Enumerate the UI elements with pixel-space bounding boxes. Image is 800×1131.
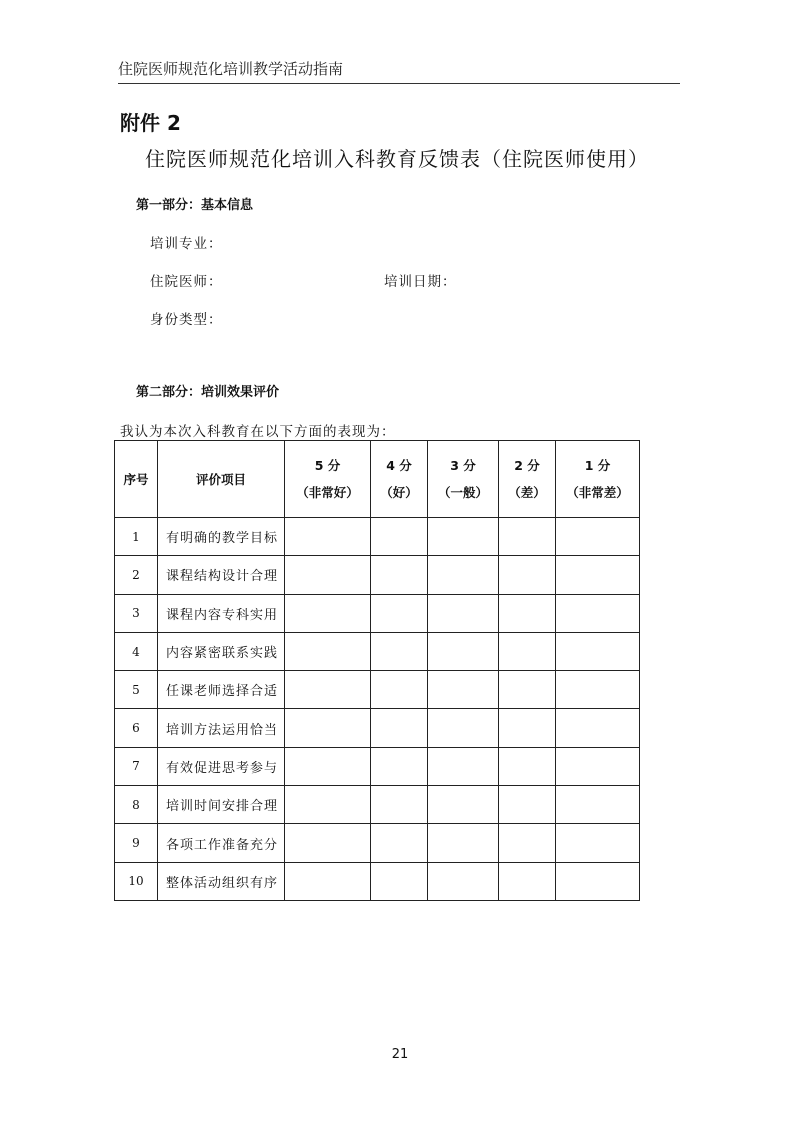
header-score-2 bbox=[499, 441, 556, 518]
score-cell-5[interactable] bbox=[285, 786, 371, 824]
score-cell-3[interactable] bbox=[428, 594, 499, 632]
row-index: 7 bbox=[115, 747, 158, 785]
resident-field-label: 住院医师： bbox=[150, 274, 223, 290]
score-cell-3[interactable] bbox=[428, 671, 499, 709]
score-cell-4[interactable] bbox=[371, 518, 428, 556]
row-item: 各项工作准备充分 bbox=[158, 824, 285, 862]
row-index: 9 bbox=[115, 824, 158, 862]
score-label: 2 分 bbox=[514, 458, 540, 473]
evaluation-intro: 我认为本次入科教育在以下方面的表现为： bbox=[120, 424, 396, 440]
score-cell-2[interactable] bbox=[499, 824, 556, 862]
row-item: 任课老师选择合适 bbox=[158, 671, 285, 709]
score-cell-5[interactable] bbox=[285, 709, 371, 747]
header-score-4 bbox=[371, 441, 428, 518]
score-cell-4[interactable] bbox=[371, 671, 428, 709]
score-cell-4[interactable] bbox=[371, 709, 428, 747]
score-cell-4[interactable] bbox=[371, 747, 428, 785]
score-desc: （一般） bbox=[437, 485, 488, 500]
row-item: 有效促进思考参与 bbox=[158, 747, 285, 785]
score-cell-4[interactable] bbox=[371, 556, 428, 594]
table-row bbox=[115, 709, 640, 747]
page-number: 21 bbox=[391, 1047, 409, 1062]
score-cell-2[interactable] bbox=[499, 518, 556, 556]
table-row bbox=[115, 824, 640, 862]
score-cell-5[interactable] bbox=[285, 862, 371, 900]
score-cell-4[interactable] bbox=[371, 594, 428, 632]
row-index: 3 bbox=[115, 594, 158, 632]
score-cell-2[interactable] bbox=[499, 862, 556, 900]
score-cell-1[interactable] bbox=[556, 518, 640, 556]
score-cell-2[interactable] bbox=[499, 709, 556, 747]
header-score-5 bbox=[285, 441, 371, 518]
score-cell-5[interactable] bbox=[285, 671, 371, 709]
header-score-3 bbox=[428, 441, 499, 518]
table-row bbox=[115, 556, 640, 594]
evaluation-table bbox=[114, 440, 640, 901]
table-row bbox=[115, 671, 640, 709]
score-cell-3[interactable] bbox=[428, 747, 499, 785]
score-cell-1[interactable] bbox=[556, 786, 640, 824]
score-cell-1[interactable] bbox=[556, 862, 640, 900]
row-item: 课程结构设计合理 bbox=[158, 556, 285, 594]
table-body bbox=[115, 518, 640, 901]
score-label: 1 分 bbox=[584, 458, 611, 473]
row-index: 1 bbox=[115, 518, 158, 556]
table-row bbox=[115, 747, 640, 785]
score-desc: （好） bbox=[380, 485, 418, 500]
score-cell-1[interactable] bbox=[556, 709, 640, 747]
table-row bbox=[115, 862, 640, 900]
score-cell-5[interactable] bbox=[285, 824, 371, 862]
header-score-1 bbox=[556, 441, 640, 518]
table-row bbox=[115, 594, 640, 632]
score-cell-5[interactable] bbox=[285, 747, 371, 785]
attachment-label: 附件 2 bbox=[120, 111, 181, 135]
score-cell-3[interactable] bbox=[428, 632, 499, 670]
table-row bbox=[115, 518, 640, 556]
score-cell-5[interactable] bbox=[285, 556, 371, 594]
row-index: 5 bbox=[115, 671, 158, 709]
row-index: 10 bbox=[115, 862, 158, 900]
score-cell-3[interactable] bbox=[428, 824, 499, 862]
score-cell-1[interactable] bbox=[556, 671, 640, 709]
score-label: 5 分 bbox=[314, 458, 341, 473]
document-title: 住院医师规范化培训入科教育反馈表（住院医师使用） bbox=[145, 147, 649, 171]
table-row bbox=[115, 786, 640, 824]
score-cell-2[interactable] bbox=[499, 594, 556, 632]
table-row bbox=[115, 632, 640, 670]
row-index: 4 bbox=[115, 632, 158, 670]
row-item: 培训时间安排合理 bbox=[158, 786, 285, 824]
row-index: 8 bbox=[115, 786, 158, 824]
score-cell-1[interactable] bbox=[556, 747, 640, 785]
specialty-field-label: 培训专业： bbox=[150, 236, 223, 252]
row-item: 有明确的教学目标 bbox=[158, 518, 285, 556]
row-item: 内容紧密联系实践 bbox=[158, 632, 285, 670]
score-cell-5[interactable] bbox=[285, 518, 371, 556]
score-cell-2[interactable] bbox=[499, 632, 556, 670]
score-label: 4 分 bbox=[386, 458, 412, 473]
header-index: 序号 bbox=[115, 441, 158, 518]
running-header: 住院医师规范化培训教学活动指南 bbox=[118, 58, 680, 84]
row-item: 整体活动组织有序 bbox=[158, 862, 285, 900]
score-cell-2[interactable] bbox=[499, 786, 556, 824]
row-index: 2 bbox=[115, 556, 158, 594]
score-desc: （差） bbox=[508, 485, 546, 500]
part2-heading: 第二部分：培训效果评价 bbox=[136, 385, 280, 400]
part1-heading: 第一部分：基本信息 bbox=[136, 198, 254, 213]
score-label: 3 分 bbox=[450, 458, 476, 473]
score-cell-1[interactable] bbox=[556, 594, 640, 632]
score-cell-3[interactable] bbox=[428, 786, 499, 824]
score-cell-2[interactable] bbox=[499, 671, 556, 709]
score-cell-2[interactable] bbox=[499, 556, 556, 594]
row-index: 6 bbox=[115, 709, 158, 747]
score-cell-3[interactable] bbox=[428, 862, 499, 900]
date-field-label: 培训日期： bbox=[384, 274, 457, 290]
score-cell-1[interactable] bbox=[556, 556, 640, 594]
score-cell-4[interactable] bbox=[371, 824, 428, 862]
score-cell-1[interactable] bbox=[556, 632, 640, 670]
score-cell-5[interactable] bbox=[285, 632, 371, 670]
row-item: 培训方法运用恰当 bbox=[158, 709, 285, 747]
score-cell-5[interactable] bbox=[285, 594, 371, 632]
score-cell-4[interactable] bbox=[371, 862, 428, 900]
identity-field-label: 身份类型： bbox=[150, 312, 223, 328]
score-desc: （非常差） bbox=[566, 485, 629, 500]
score-cell-2[interactable] bbox=[499, 747, 556, 785]
row-item: 课程内容专科实用 bbox=[158, 594, 285, 632]
score-cell-1[interactable] bbox=[556, 824, 640, 862]
score-cell-4[interactable] bbox=[371, 786, 428, 824]
header-item: 评价项目 bbox=[158, 441, 285, 518]
score-cell-3[interactable] bbox=[428, 709, 499, 747]
score-cell-4[interactable] bbox=[371, 632, 428, 670]
table-header-row bbox=[115, 441, 640, 518]
score-cell-3[interactable] bbox=[428, 518, 499, 556]
score-cell-3[interactable] bbox=[428, 556, 499, 594]
score-desc: （非常好） bbox=[296, 485, 359, 500]
